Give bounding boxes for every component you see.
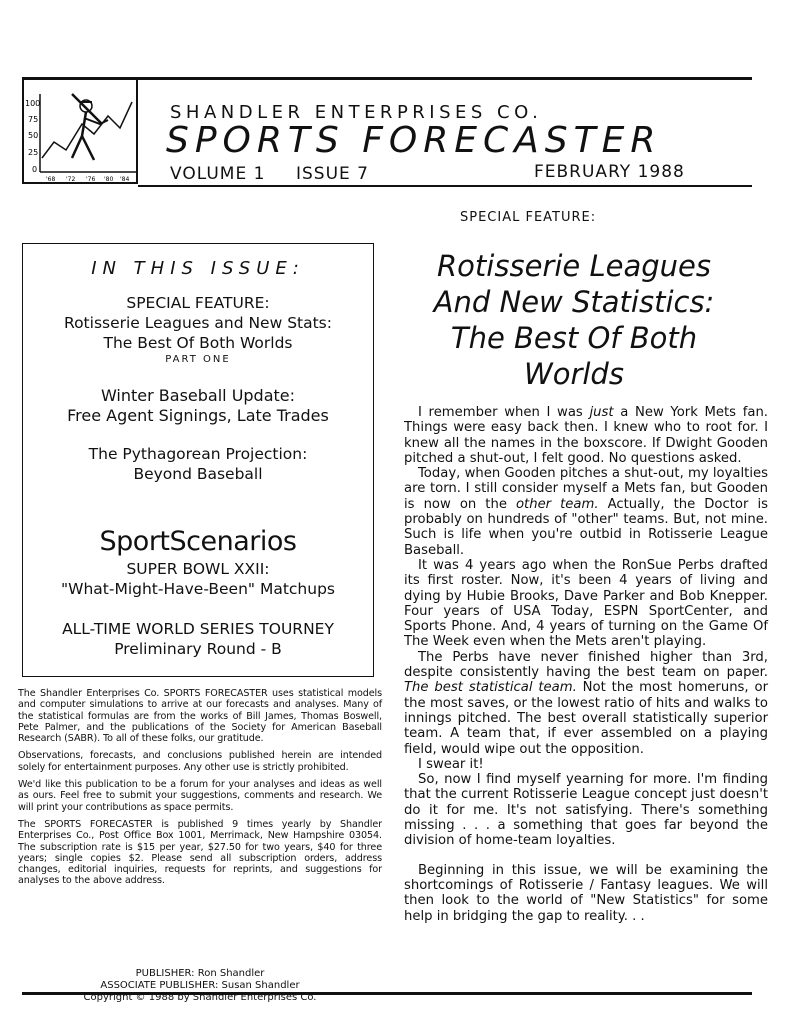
article-title	[402, 248, 746, 392]
credits	[18, 968, 382, 1004]
publication-title: SPORTS FORECASTER	[166, 120, 662, 161]
about-paragraph: We'd like this publication to be a forum for your analyses and ideas as well as ours. Feel free to submit your suggestions, comments and research. We will print your contributions as space permits.	[18, 779, 382, 813]
logo-tick-y: 50	[28, 131, 39, 140]
in-this-issue-box	[22, 243, 374, 677]
logo-tick-y: 25	[28, 148, 39, 157]
toc-item: "What-Might-Have-Been" Matchups	[61, 580, 335, 598]
logo-tick-x: '80	[104, 176, 114, 183]
logo	[22, 80, 138, 184]
publication-info	[18, 688, 382, 893]
about-paragraph: The Shandler Enterprises Co. SPORTS FORECASTER uses statistical models and computer simulations to arrive at our forecasts and analyses. Many of the statistical formulas are from the works of Bill James, Thomas Boswell, Pete Palmer, and the publications of the Society for American Baseball Research (SABR). To all of these folks, our gratitude.	[18, 688, 382, 745]
article-paragraph: The Perbs have never finished higher than 3rd, despite consistently having the best team on paper. The best statistical team. Not the most homeruns, or the most saves, or the lowest ratio of hits and walks to innings pitched. The best overall statistically superior team. A team that, if ever assembled on a playing field, would wipe out the opposition.	[404, 649, 768, 757]
toc-item: Free Agent Signings, Late Trades	[67, 406, 329, 425]
article-title-line: Rotisserie Leagues	[437, 249, 711, 283]
associate-publisher: ASSOCIATE PUBLISHER: Susan Shandler	[100, 980, 300, 991]
toc-heading: IN THIS ISSUE:	[91, 258, 305, 279]
toc-item: The Best Of Both Worlds	[103, 334, 293, 352]
toc-item: Rotisserie Leagues and New Stats:	[64, 314, 332, 332]
toc-item: SUPER BOWL XXII:	[126, 560, 270, 578]
toc-item: ALL-TIME WORLD SERIES TOURNEY	[62, 620, 334, 638]
about-paragraph: The SPORTS FORECASTER is published 9 times yearly by Shandler Enterprises Co., Post Office Box 1001, Merrimack, New Hampshire 03054. The subscription rate is $15 per year, $27.50 for two years, $40 for three years; single copies $2. Please send all subscription orders, address changes, editorial inquiries, requests for reprints, and suggestions for analyses to the above address.	[18, 818, 382, 887]
logo-tick-x: '72	[66, 176, 76, 183]
logo-tick-y: 0	[32, 165, 38, 174]
logo-tick-y: 100	[25, 99, 41, 108]
baseball-chart-logo-icon	[24, 80, 140, 184]
article-body	[404, 405, 768, 924]
about-paragraph: Observations, forecasts, and conclusions published herein are intended solely for entertainment purposes. Any other use is strictly prohibited.	[18, 750, 382, 773]
sportscenarios-heading: SportScenarios	[99, 526, 297, 557]
article-title-line: And New Statistics:	[433, 285, 715, 319]
toc-item: Winter Baseball Update:	[100, 386, 296, 405]
article-paragraph: It was 4 years ago when the RonSue Perbs drafted its first roster. Now, it's been 4 years of living and dying by Hubie Brooks, Dave Parker and Bob Knepper. Four years of USA Today, ESPN SportCenter, and Sports Phone. And, 4 years of turning on the Game Of The Week even when the Mets aren't playing.	[404, 557, 768, 650]
publication-date: FEBRUARY 1988	[534, 162, 685, 182]
article-title-line: The Best Of Both	[450, 321, 698, 355]
special-feature-label: SPECIAL FEATURE:	[460, 210, 597, 225]
toc-item: SPECIAL FEATURE:	[126, 294, 270, 312]
toc-item: The Pythagorean Projection:	[88, 445, 308, 463]
company-name: SHANDLER ENTERPRISES CO.	[170, 102, 543, 123]
article-paragraph: I swear it!	[418, 756, 484, 772]
volume-number: VOLUME 1	[170, 164, 266, 184]
toc-item: Preliminary Round - B	[114, 640, 282, 658]
logo-tick-y: 75	[28, 115, 39, 124]
copyright: Copyright © 1988 by Shandler Enterprises Co.	[83, 992, 317, 1003]
article-paragraph: Beginning in this issue, we will be examining the shortcomings of Rotisserie / Fantasy leagues. We will then look to the world of "New Statistics" for some help in bridging the gap to reality. . .	[404, 862, 768, 924]
masthead	[22, 80, 752, 188]
toc-item: Beyond Baseball	[133, 465, 263, 483]
publisher: PUBLISHER: Ron Shandler	[135, 968, 265, 979]
issue-number: ISSUE 7	[296, 164, 369, 184]
logo-tick-x: '68	[46, 176, 56, 183]
toc-item: PART ONE	[165, 354, 231, 365]
logo-tick-x: '76	[86, 176, 96, 183]
article-title-line: Worlds	[524, 357, 624, 391]
article-paragraph: I remember when I was just a New York Mets fan. Things were easy back then. I knew who to root for. I knew all the names in the boxscore. If Dwight Gooden pitched a shut-out, I felt good. No questions asked.	[404, 405, 768, 466]
article-paragraph: So, now I find myself yearning for more. I'm finding that the current Rotisserie League concept just doesn't do it for me. It's not satisfying. There's something missing . . . a something that goes far beyond the division of home-team loyalties.	[404, 772, 768, 849]
logo-tick-x: '84	[120, 176, 130, 183]
article-paragraph: Today, when Gooden pitches a shut-out, my loyalties are torn. I still consider myself a Mets fan, but Gooden is now on the other team. Actually, the Doctor is probably on hundreds of "other" teams. But, not mine. Such is life when you're outbid in Rotisserie League Baseball.	[404, 466, 768, 558]
